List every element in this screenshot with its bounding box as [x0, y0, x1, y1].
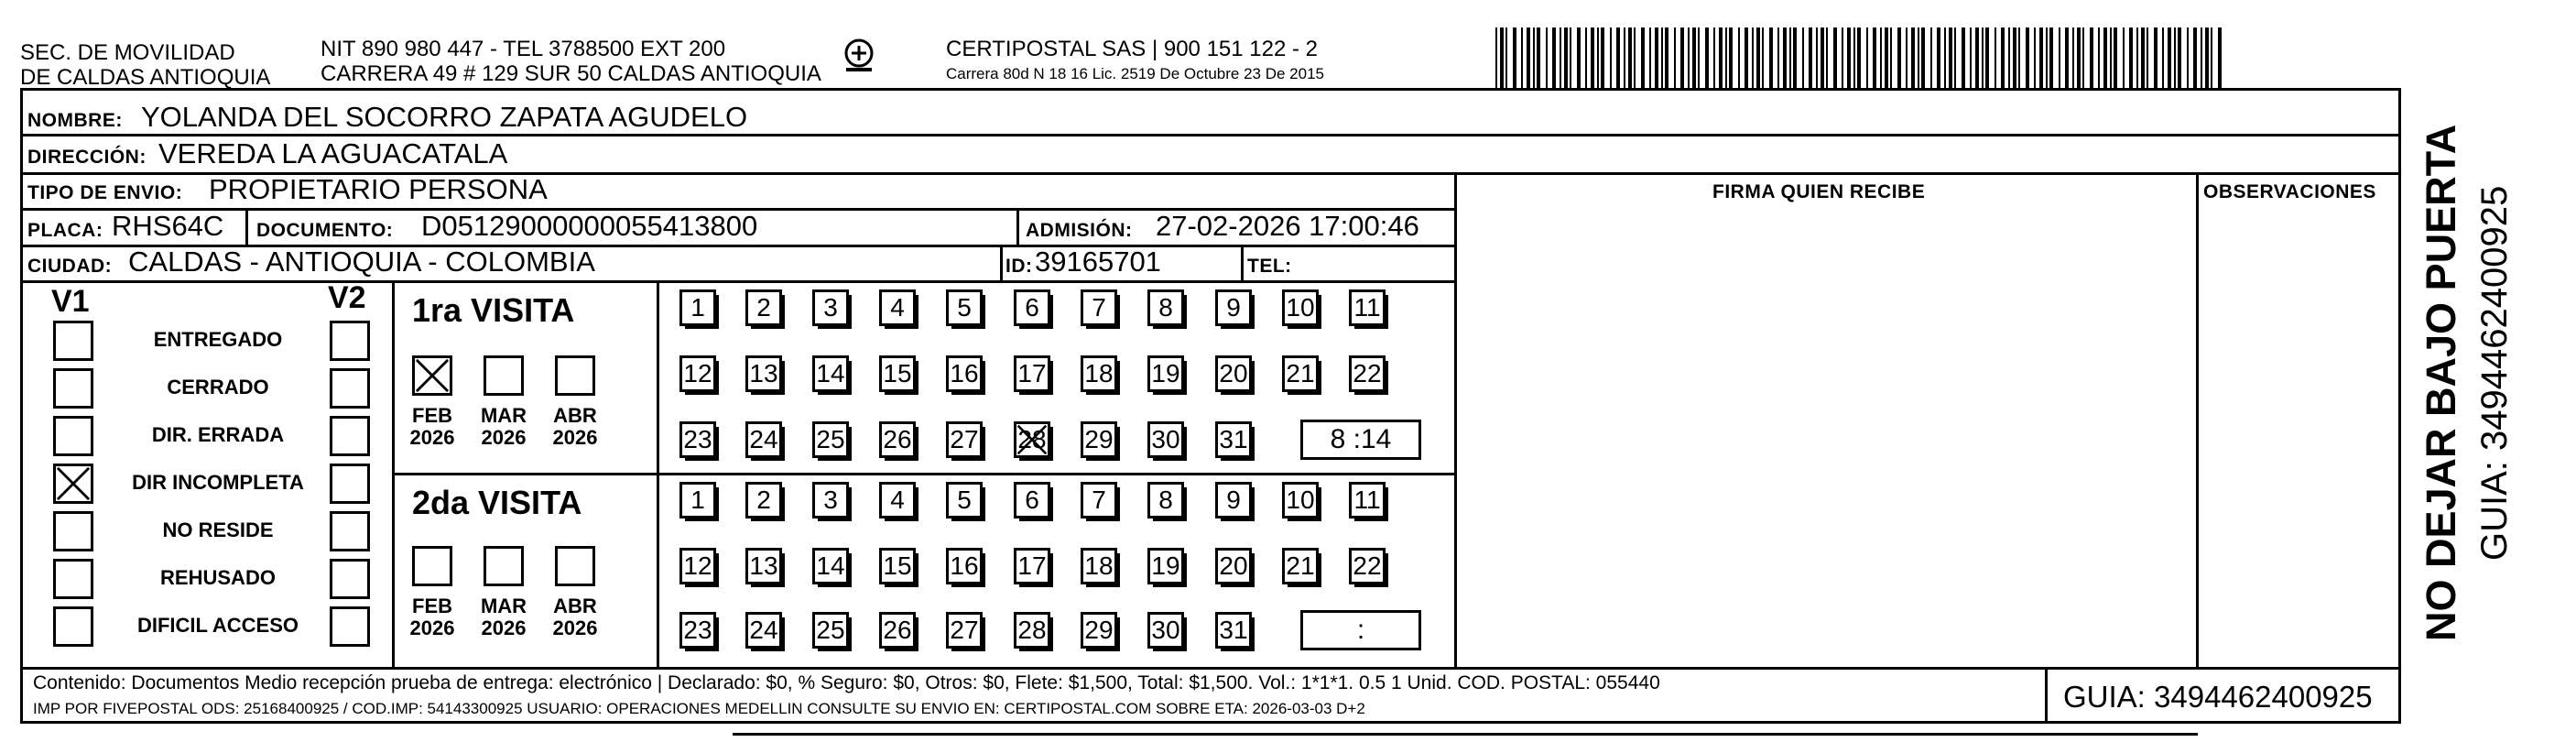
sender-line-2: DE CALDAS ANTIOQUIA [20, 65, 271, 90]
day-box: 29 [1081, 421, 1117, 458]
day-box: 27 [946, 612, 983, 649]
day-box: 8 [1147, 482, 1184, 518]
day-box: 23 [679, 421, 716, 458]
month-label [407, 405, 458, 449]
ciudad-value: CALDAS - ANTIOQUIA - COLOMBIA [128, 246, 595, 278]
ciudad-label: CIUDAD: [27, 256, 113, 277]
day-box: 25 [812, 612, 849, 649]
day-box: 6 [1014, 482, 1050, 518]
day-box: 12 [679, 548, 716, 584]
month-checkbox [555, 546, 595, 586]
day-box: 16 [946, 548, 983, 584]
day-box: 17 [1014, 355, 1050, 392]
tipo-envio-label: TIPO DE ENVIO: [27, 182, 183, 203]
month-name: MAR [480, 404, 527, 427]
day-box: 4 [879, 482, 916, 518]
status-v2-checkbox [330, 559, 370, 599]
day-box: 10 [1282, 482, 1319, 518]
placa-value: RHS64C [112, 210, 224, 242]
day-box: 11 [1349, 482, 1386, 518]
day-box: 31 [1215, 421, 1252, 458]
day-box: 22 [1349, 355, 1386, 392]
day-box: 23 [679, 612, 716, 649]
status-label: REHUSADO [160, 566, 276, 589]
day-box: 27 [946, 421, 983, 458]
status-label: NO RESIDE [162, 518, 274, 541]
month-name: ABR [553, 404, 597, 427]
day-box: 5 [946, 482, 983, 518]
month-name: MAR [480, 595, 527, 617]
day-box: 19 [1147, 355, 1184, 392]
month-year: 2026 [481, 426, 527, 449]
month-label [407, 595, 458, 639]
day-box: 30 [1147, 421, 1184, 458]
month-year: 2026 [409, 426, 455, 449]
day-box: 17 [1014, 548, 1050, 584]
courier-line-1: CERTIPOSTAL SAS | 900 151 122 - 2 [946, 37, 1318, 61]
status-v2-checkbox [330, 511, 370, 551]
month-label [549, 595, 601, 639]
status-v1-checkbox [53, 511, 93, 551]
day-box: 16 [946, 355, 983, 392]
status-v2-checkbox [330, 416, 370, 456]
id-label: ID: [1005, 256, 1033, 277]
day-box: 1 [679, 289, 716, 326]
bottom-edge-line [733, 733, 2198, 736]
day-box: 10 [1282, 289, 1319, 326]
day-box: 7 [1081, 482, 1117, 518]
status-v1-checkbox [53, 559, 93, 599]
status-v1-checkbox [53, 606, 93, 647]
firma-header: FIRMA QUIEN RECIBE [1712, 181, 1926, 202]
status-v1-checkbox-checked [53, 464, 93, 504]
v2-header: V2 [328, 280, 366, 315]
month-checkbox [484, 355, 524, 396]
nombre-label: NOMBRE: [27, 110, 123, 131]
day-box: 4 [879, 289, 916, 326]
side-guia: GUIA: 3494462400925 [2474, 185, 2515, 561]
day-box: 18 [1081, 548, 1117, 584]
day-box: 5 [946, 289, 983, 326]
day-box: 20 [1215, 548, 1252, 584]
month-year: 2026 [481, 617, 527, 639]
status-v2-checkbox [330, 464, 370, 504]
placa-label: PLACA: [27, 220, 103, 241]
status-v2-checkbox [330, 321, 370, 361]
day-box: 28 [1014, 612, 1050, 649]
first-visit-title: 1ra VISITA [412, 291, 575, 329]
footer-guia: GUIA: 3494462400925 [2063, 680, 2373, 714]
day-box: 3 [812, 482, 849, 518]
status-v1-checkbox [53, 321, 93, 361]
day-box: 1 [679, 482, 716, 518]
month-checkbox [555, 355, 595, 396]
status-label: ENTREGADO [153, 328, 283, 351]
second-visit-title: 2da VISITA [412, 484, 582, 521]
day-box: 29 [1081, 612, 1117, 649]
day-box: 21 [1282, 355, 1319, 392]
status-label: DIR. ERRADA [151, 423, 285, 446]
day-box: 24 [745, 421, 782, 458]
day-box: 6 [1014, 289, 1050, 326]
direccion-value: VEREDA LA AGUACATALA [158, 137, 508, 169]
day-box: 13 [745, 548, 782, 584]
barcode [1495, 27, 2223, 88]
day-box: 26 [879, 421, 916, 458]
month-year: 2026 [552, 617, 598, 639]
no-dejar-bajo-puerta: NO DEJAR BAJO PUERTA [2418, 124, 2464, 641]
day-box: 8 [1147, 289, 1184, 326]
day-box: 3 [812, 289, 849, 326]
observaciones-header: OBSERVACIONES [2203, 181, 2376, 202]
courier-info [946, 37, 1324, 83]
day-box: 15 [879, 548, 916, 584]
day-box: 11 [1349, 289, 1386, 326]
status-label: DIR INCOMPLETA [132, 471, 304, 494]
day-box: 31 [1215, 612, 1252, 649]
footer-contenido: Contenido: Documentos Medio recepción prueba de entrega: electrónico | Declarado: $0, % Seguro: $0, Otros: $0, Flete: $1,500, Total: $1,500. Vol.: 1*1*1. 0.5 1 Unid. COD. POSTAL: 055440 [33, 672, 1660, 693]
month-year: 2026 [552, 426, 598, 449]
status-label: CERRADO [167, 376, 269, 398]
month-name: ABR [553, 595, 597, 617]
day-box: 7 [1081, 289, 1117, 326]
month-checkbox-checked [412, 355, 452, 396]
status-label: DIFICIL ACCESO [136, 614, 299, 637]
status-v1-checkbox [53, 368, 93, 409]
status-v2-checkbox [330, 368, 370, 409]
v1-header: V1 [51, 284, 90, 319]
nombre-value: YOLANDA DEL SOCORRO ZAPATA AGUDELO [141, 101, 748, 133]
month-name: FEB [412, 404, 452, 427]
day-box: 14 [812, 548, 849, 584]
status-v2-checkbox [330, 606, 370, 647]
address-line: CARRERA 49 # 129 SUR 50 CALDAS ANTIOQUIA [321, 61, 821, 86]
documento-value: D05129000000055413800 [421, 210, 758, 242]
admision-label: ADMISIÓN: [1026, 220, 1133, 241]
time-box: : [1300, 610, 1421, 650]
day-box: 12 [679, 355, 716, 392]
direccion-label: DIRECCIÓN: [27, 147, 147, 168]
courier-line-2: Carrera 80d N 18 16 Lic. 2519 De Octubre 23 De 2015 [946, 65, 1324, 82]
nit-line: NIT 890 980 447 - TEL 3788500 EXT 200 [321, 37, 726, 61]
month-label [478, 595, 529, 639]
tipo-envio-value: PROPIETARIO PERSONA [209, 173, 548, 205]
status-v1-checkbox [53, 416, 93, 456]
day-box: 13 [745, 355, 782, 392]
sender-name [20, 40, 270, 90]
month-checkbox [412, 546, 452, 586]
day-box: 2 [745, 289, 782, 326]
sender-line-1: SEC. DE MOVILIDAD [20, 40, 235, 65]
month-label [549, 405, 601, 449]
month-label [478, 405, 529, 449]
footer-imp: IMP POR FIVEPOSTAL ODS: 25168400925 / COD.IMP: 54143300925 USUARIO: OPERACIONES MEDELLIN CONSULTE SU ENVIO EN: CERTIPOSTAL.COM SOBRE ETA: 2026-03-03 D+2 [33, 700, 1365, 717]
day-box: 18 [1081, 355, 1117, 392]
time-box: 8 :14 [1300, 420, 1421, 460]
day-box: 14 [812, 355, 849, 392]
month-year: 2026 [409, 617, 455, 639]
sender-contact [321, 37, 821, 86]
month-checkbox [484, 546, 524, 586]
month-name: FEB [412, 595, 452, 617]
cross-mark-icon [1016, 424, 1048, 455]
documento-label: DOCUMENTO: [256, 220, 394, 241]
day-box: 30 [1147, 612, 1184, 649]
day-box: 9 [1215, 289, 1252, 326]
day-box: 2 [745, 482, 782, 518]
day-box-crossed: 28 [1014, 421, 1050, 458]
certipostal-logo-icon [841, 37, 877, 73]
day-box: 15 [879, 355, 916, 392]
tel-label: TEL: [1247, 256, 1292, 277]
id-value: 39165701 [1035, 246, 1161, 278]
day-box: 19 [1147, 548, 1184, 584]
day-box: 26 [879, 612, 916, 649]
day-box: 20 [1215, 355, 1252, 392]
day-box: 24 [745, 612, 782, 649]
day-box: 25 [812, 421, 849, 458]
admision-value: 27-02-2026 17:00:46 [1156, 210, 1419, 242]
day-box: 21 [1282, 548, 1319, 584]
day-box: 9 [1215, 482, 1252, 518]
day-box: 22 [1349, 548, 1386, 584]
